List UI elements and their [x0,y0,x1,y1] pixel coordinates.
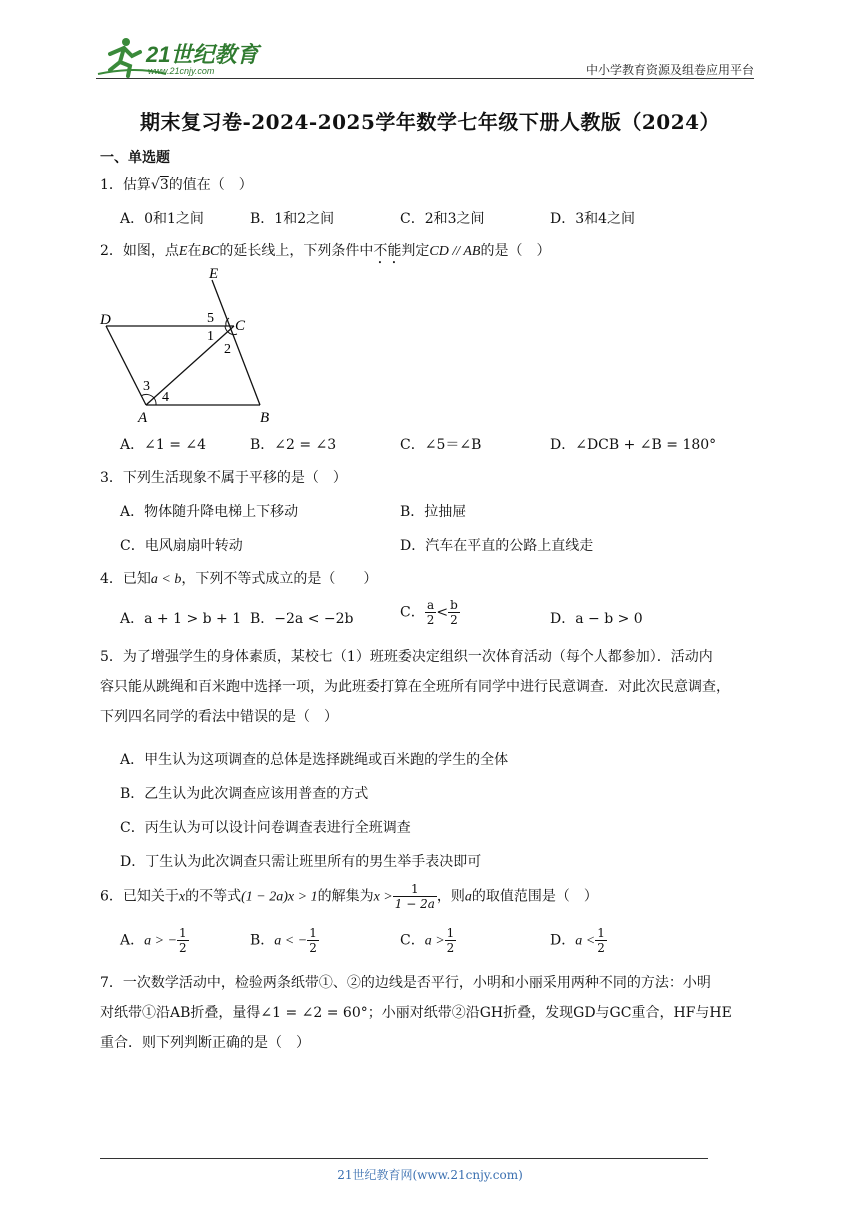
q1-option-b[interactable]: B．1和2之间 [250,211,335,227]
angle-arc-3 [141,394,154,398]
header-divider [96,78,754,79]
q3-option-c[interactable]: C．电风扇扇叶转动 [120,538,243,554]
q3-option-b[interactable]: B．拉抽屉 [400,504,467,520]
line-da [106,326,146,405]
label-d: D [100,312,111,328]
footer-link[interactable]: 21世纪教育网(www.21cnjy.com) [337,1168,523,1182]
q2-option-c[interactable]: C．∠5＝∠B [400,437,482,453]
label-3: 3 [143,379,150,394]
q3-option-d[interactable]: D．汽车在平直的公路上直线走 [400,538,594,554]
label-a: A [138,410,148,426]
q5-option-c[interactable]: C．丙生认为可以设计问卷调查表进行全班调查 [120,820,411,836]
q2-option-b[interactable]: B．∠2 = ∠3 [250,437,337,453]
header-platform-text: 中小学教育资源及组卷应用平台 [585,63,754,77]
q6-option-b[interactable]: B．a < − $\frac{1}{2}$ [250,926,317,955]
label-e: E [209,266,219,282]
q6-option-c[interactable]: C．a > $\frac{1}{2}$ [400,926,455,955]
q2-option-d[interactable]: D．∠DCB + ∠B = 180° [550,437,717,453]
line-ac [146,326,234,405]
q4-option-b[interactable]: B．−2a < −2b [250,611,354,627]
q1-option-d[interactable]: D．3和4之间 [550,211,636,227]
q3-option-a[interactable]: A．物体随升降电梯上下移动 [120,504,299,520]
section-title: 一、单选题 [100,150,170,166]
q1-option-a[interactable]: A．0和1之间 [120,211,204,227]
q5-option-d[interactable]: D．丁生认为此次调查只需让班里所有的男生举手表决即可 [120,854,482,870]
q1-option-c[interactable]: C．2和3之间 [400,211,485,227]
q2-option-a[interactable]: A．∠1 = ∠4 [120,437,207,453]
site-logo [96,36,266,80]
label-5: 5 [207,311,214,326]
q5-option-b[interactable]: B．乙生认为此次调查应该用普查的方式 [120,786,369,802]
line-eb [212,280,260,405]
geometry-diagram [96,264,286,429]
sqrt-symbol: √3 [150,177,169,193]
question-4-stem: 4．已知a < b，下列不等式成立的是（ ） [100,571,378,587]
logo-text: 21世纪教育 [146,42,259,67]
question-1-stem: 1．估算√3的值在（ ） [100,177,253,193]
q6-option-a[interactable]: A．a > − $\frac{1}{2}$ [120,926,187,955]
label-2: 2 [224,342,231,357]
label-4: 4 [162,390,169,405]
question-3-stem: 3．下列生活现象不属于平移的是（ ） [100,470,347,486]
footer-divider [100,1158,708,1159]
question-7-stem: 7．一次数学活动中，检验两条纸带①、②的边线是否平行，小明和小丽采用两种不同的方法：小明 对纸带①沿AB折叠，量得∠1 = ∠2 = 60°；小丽对纸带②沿GH折叠，发现GD与GC重合，HF与HE 重合．则下列判断正确的是（ ） [100,975,732,1051]
emphasis-text: 不能 [373,243,402,259]
logo-url-text: www.21cnjy.com [148,66,215,76]
question-2-stem: 2．如图，点E在BC的延长线上，下列条件中不能判定CD // AB的是（ ） [100,243,551,259]
q4-option-a[interactable]: A．a + 1 > b + 1 [120,611,242,627]
angle-arc-1 [225,326,228,332]
page-title: 期末复习卷-2024-2025学年数学七年级下册人教版（2024） [139,110,721,134]
label-c: C [235,318,246,334]
angle-arc-4 [154,398,156,405]
question-6-stem: 6．已知关于x的不等式(1 − 2a)x > 1的解集为x > $\frac{1}{1 - 2a}$ ，则a的取值范围是（ ） [100,882,598,911]
label-b: B [260,410,270,426]
q4-option-d[interactable]: D．a − b > 0 [550,611,643,627]
label-1: 1 [207,329,214,344]
q4-option-c[interactable]: C． $\frac{a}{2}$ < $\frac{b}{2}$ [400,598,458,627]
question-5-stem: 5．为了增强学生的身体素质，某校七（1）班班委决定组织一次体育活动（每个人都参加）．活动内 容只能从跳绳和百米跑中选择一项，为此班委打算在全班所有同学中进行民意调查．对此次民意调查， 下列四名同学的看法中错误的是（ ） [100,649,730,725]
q6-option-d[interactable]: D．a < $\frac{1}{2}$ [550,926,605,955]
q5-option-a[interactable]: A．甲生认为这项调查的总体是选择跳绳或百米跑的学生的全体 [120,752,509,768]
